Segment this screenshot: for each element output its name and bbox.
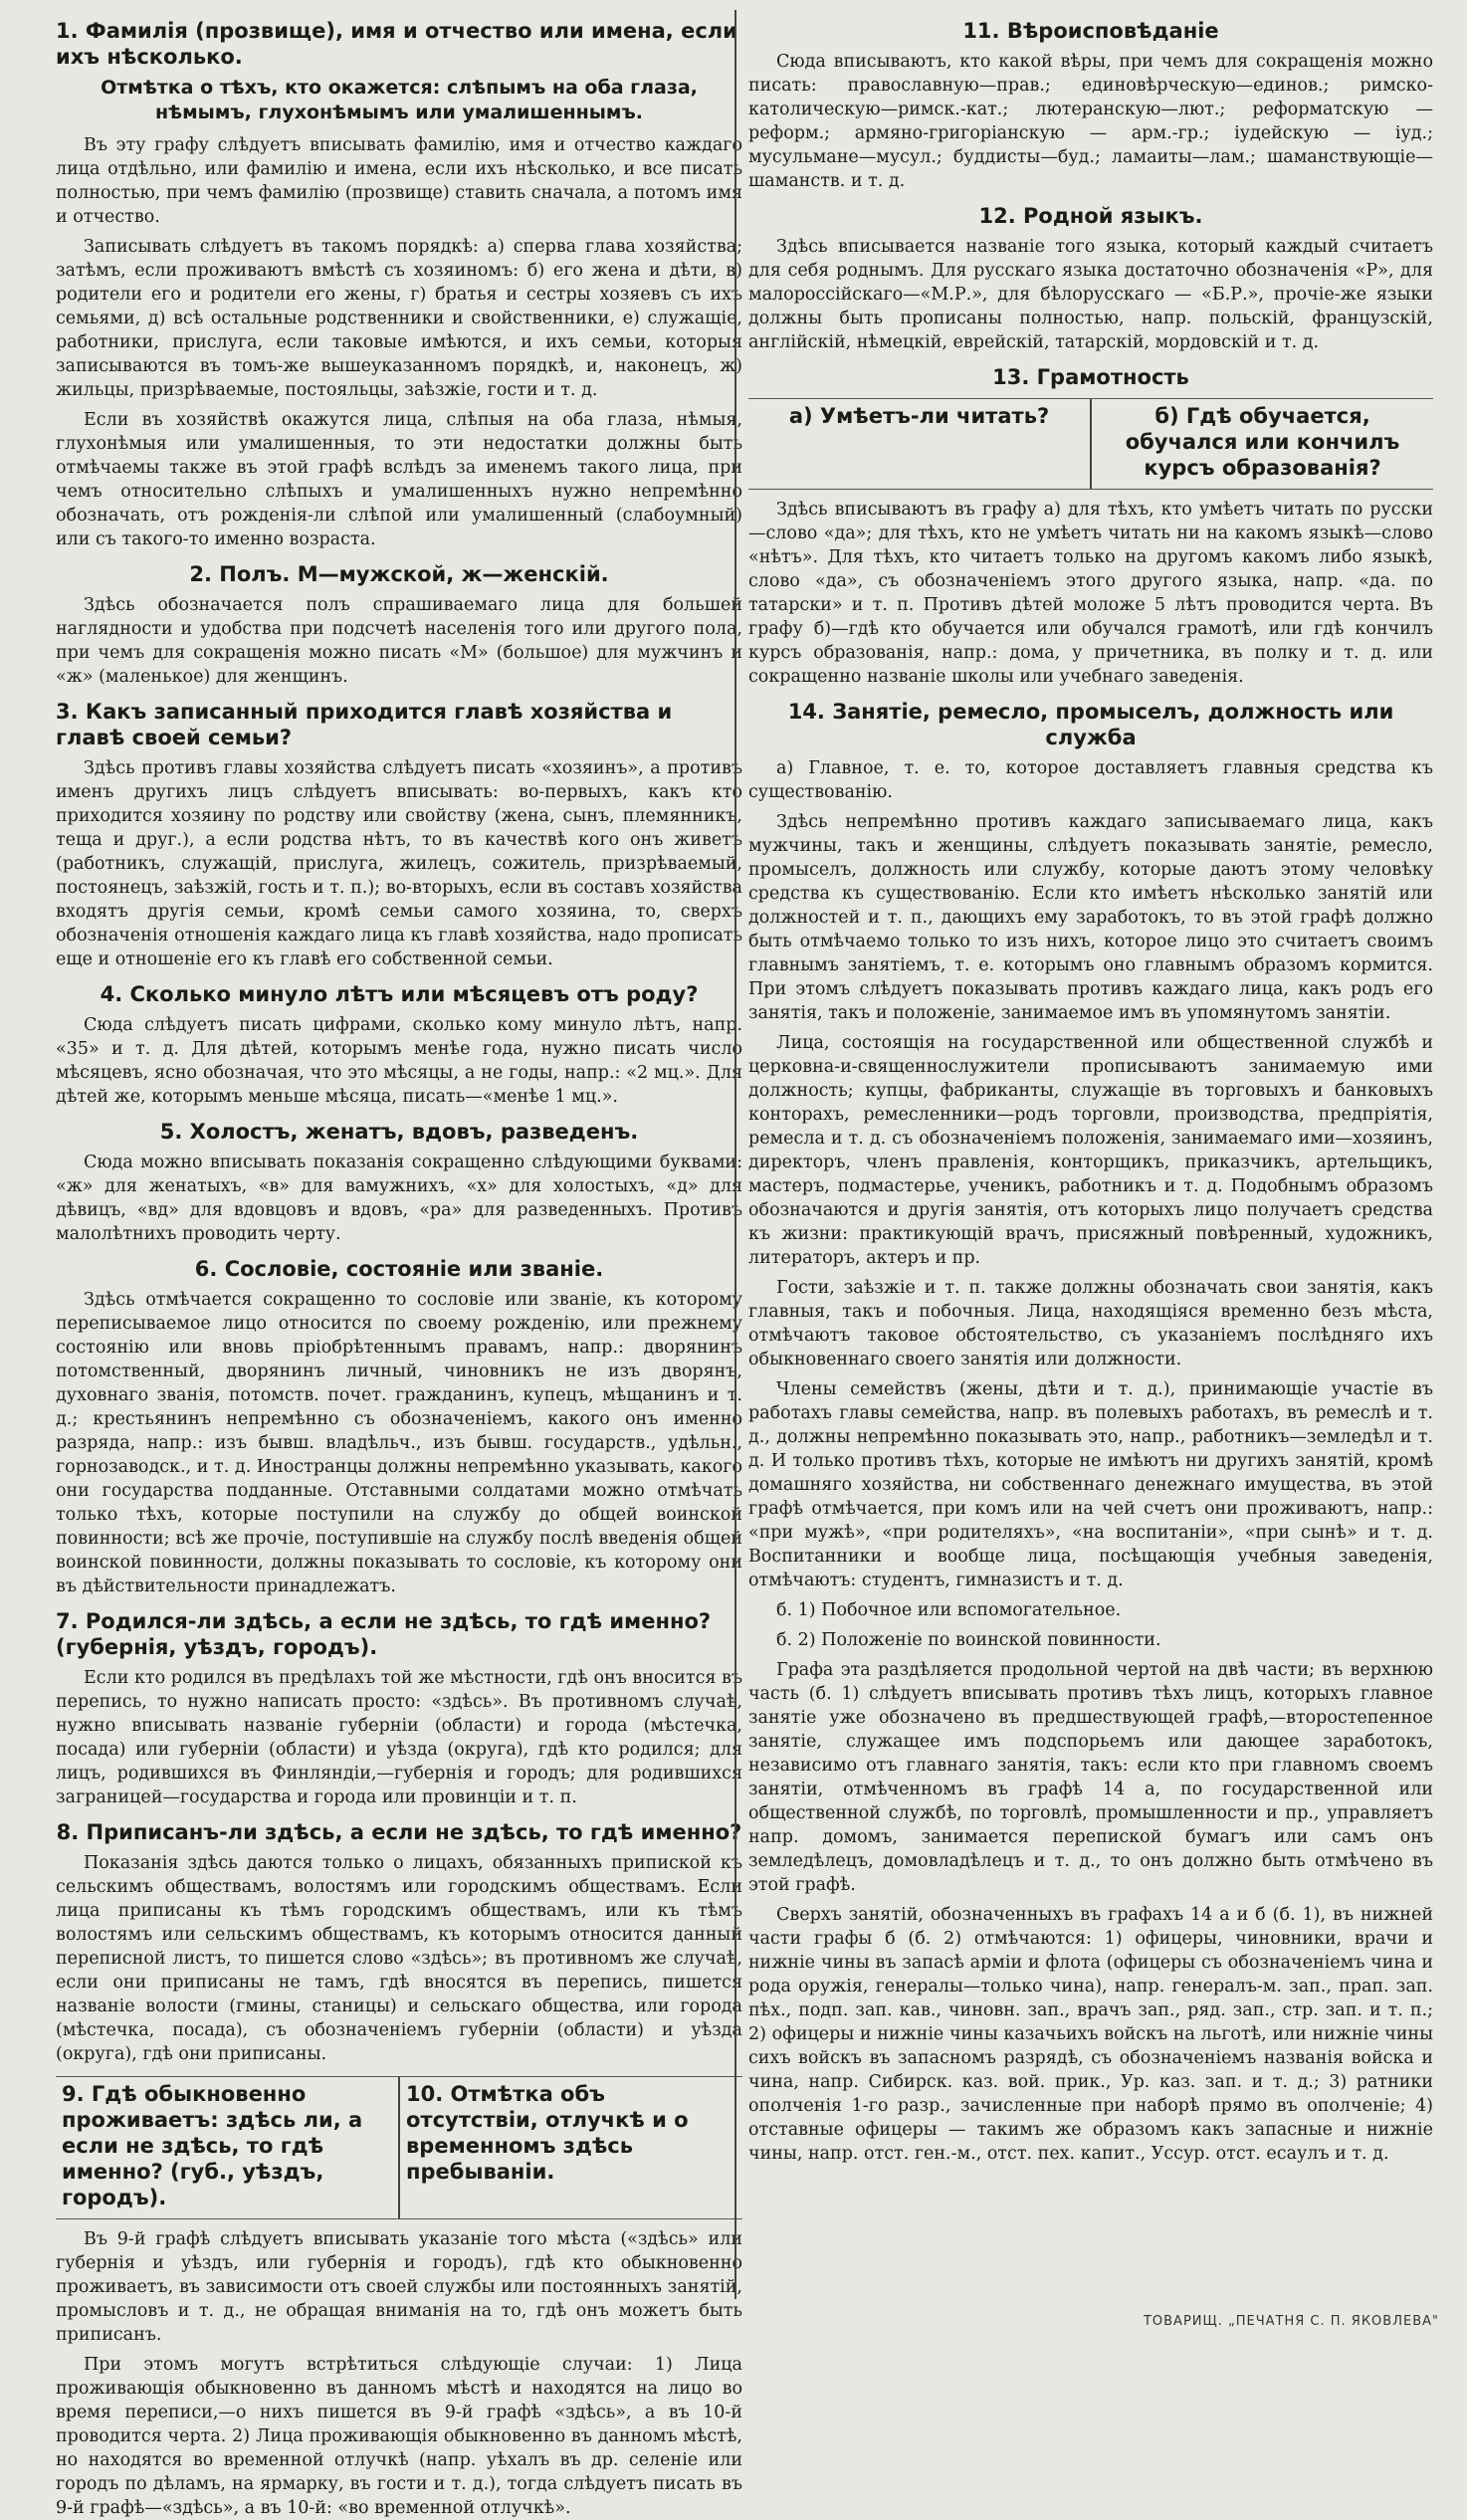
- section-9-paragraph-1: Въ 9-й графѣ слѣдуетъ вписывать указаніе того мѣста («здѣсь» или губернія и уѣздъ, или губернія и городъ), гдѣ кто обыкновенно проживаетъ, въ зависимости отъ своей службы или постоянныхъ занятій, промысловъ и т. д., не обращая вниманія на то, гдѣ онъ можетъ быть приписанъ.: [56, 2229, 742, 2345]
- section-14-item-c: б. 2) Положеніе по воинской повинности.: [776, 1630, 1161, 1650]
- section-14-heading: 14. Занятіе, ремесло, промыселъ, должность или служба: [787, 700, 1394, 749]
- section-14-paragraph-2: Лица, состоящія на государственной или общественной службѣ и церковна-и-священнослужители прописываютъ занимаемую ими должность; купцы, фабриканты, служащіе въ торговыхъ и банковыхъ конторахъ, ремесленники—родъ торговли, производства, предпріятія, ремесла и т. д. съ обозначеніемъ положенія, занимаемаго ими—хозяинъ, директоръ, членъ правленія, конторщикъ, приказчикъ, артельщикъ, мастеръ, подмастерье, ученикъ, работникъ и т. д. Подобнымъ образомъ обозначаются и другія занятія, отъ которыхъ лицо получаетъ средства къ жизни: практикующій врачъ, присяжный повѣренный, художникъ, литераторъ, актеръ и пр.: [748, 1033, 1433, 1268]
- section-11-paragraph-1: Сюда вписываютъ, кто какой вѣры, при чемъ для сокращенія можно писать: православную—прав.; единовѣрческую—единов.; римско-католическую—римск.-кат.; лютеранскую—лют.; реформатскую — реформ.; армяно-григоріанскую — арм.-гр.; іудейскую — іуд.; мусульмане—мусул.; буддисты—буд.; ламаиты—лам.; шаманствующіе—шаманств. и т. д.: [748, 52, 1433, 191]
- section-13-col-b: [1090, 399, 1433, 489]
- section-10-heading: 10. Отмѣтка объ отсутствіи, отлучкѣ и о временномъ здѣсь пребываніи.: [406, 2082, 689, 2184]
- section-6-paragraph-1: Здѣсь отмѣчается сокращенно то сословіе или званіе, къ которому переписываемое лицо относится по своему рожденію, или прежнему состоянію или вновь пріобрѣтеннымъ правамъ, напр.: дворянинъ потомственный, дворянинъ личный, чиновникъ не изъ дворянъ, духовнаго званія, потомств. почет. гражданинъ, купецъ, мѣщанинъ и т. д.; крестьянинъ непремѣнно съ обозначеніемъ, какого онъ именно разряда, напр.: изъ бывш. владѣльч., изъ бывш. государств., удѣльн., горнозаводск., и т. д. Иностранцы должны непремѣнно указывать, какого они государства подданные. Отставными солдатами можно отмѣчать только тѣхъ, которые поступили на службу до общей воинской повинности; всѣ же прочіе, поступившіе на службу послѣ введенія общей воинской повинности, должны показывать то сословіе, къ которому они въ дѣйствительности принадлежатъ.: [56, 1290, 742, 1596]
- section-9-10: [56, 2076, 742, 2520]
- section-5-heading: 5. Холостъ, женатъ, вдовъ, разведенъ.: [159, 1120, 639, 1144]
- section-14-paragraph-6: Сверхъ занятій, обозначенныхъ въ графахъ 14 а и б (б. 1), въ нижней части графы б (б. 2) отмѣчаются: 1) офицеры, чиновники, врачи и нижніе чины въ запасѣ арміи и флота (офицеры съ обозначеніемъ чина и рода оружія, генералы—только чина), напр. генералъ-м. зап., прап. зап. пѣх., подп. зап. кав., чиновн. зап., врачъ зап., ряд. зап., стр. зап. и т. п.; 2) офицеры и нижніе чины казачьихъ войскъ на льготѣ, или нижніе чины сихъ войскъ въ запасномъ разрядѣ, съ обозначеніемъ названія войска и чина, напр. Сибирск. каз. вой. прик., Ур. каз. зап. и т. д.; 3) ратники ополченія 1-го разр., зачисленные при наборѣ прямо въ ополченіе; 4) отставные офицеры — такимъ же образомъ какъ запасные и нижніе чины, напр. отст. ген.-м., отст. пех. капит., Уссур. отст. есаулъ и т. д.: [748, 1905, 1433, 2164]
- section-2-heading: 2. Полъ. М—мужской, ж—женскій.: [189, 562, 609, 586]
- section-14: [748, 699, 1433, 2166]
- column-divider: [734, 10, 736, 2299]
- section-7: [56, 1608, 742, 1809]
- section-14-paragraph-1: Здѣсь непремѣнно противъ каждаго записываемаго лица, какъ мужчины, такъ и женщины, слѣдуетъ показывать занятіе, ремесло, промыселъ, должность или службу, которые даютъ этому человѣку средства къ существованію. Если кто имѣетъ нѣсколько занятій или должностей и т. п., дающихъ ему заработокъ, то въ этой графѣ должно быть отмѣчаемо только то изъ нихъ, которое лицо это считаетъ своимъ главнымъ занятіемъ, т. е. которымъ оно главнымъ образомъ кормится. При этомъ слѣдуетъ показывать противъ каждаго лица, какъ родъ его занятія, такъ и положеніе, занимаемое имъ въ упомянутомъ занятіи.: [748, 812, 1433, 1023]
- section-14-paragraph-5: Графа эта раздѣляется продольной чертой на двѣ части; въ верхнюю часть (б. 1) слѣдуетъ вписывать противъ тѣхъ лицъ, которыхъ главное занятіе уже обозначено въ предшествующей графѣ,—второстепенное занятіе, служащее имъ подспорьемъ или дающее заработокъ, независимо отъ главнаго занятія, такъ: если кто при главномъ своемъ занятіи, отмѣченномъ въ графѣ 14 а, по государственной или общественной службѣ, по торговлѣ, промышленности и пр., управляетъ напр. домомъ, занимается перепиской бумагъ или самъ онъ земледѣлецъ, домовладѣлецъ и т. д., то онъ должно быть отмѣчено въ этой графѣ.: [748, 1660, 1433, 1895]
- section-13-col-a: [748, 399, 1090, 489]
- section-5: [56, 1119, 742, 1246]
- section-1-paragraph-1: Въ эту графу слѣдуетъ вписывать фамилію, имя и отчество каждаго лица отдѣльно, или фамилію и имена, если ихъ нѣсколько, и все писать полностью, при чемъ фамилію (прозвище) ставить сначала, а потомъ имя и отчество.: [56, 135, 742, 227]
- section-3-heading: 3. Какъ записанный приходится главѣ хозяйства и главѣ своей семьи?: [56, 700, 673, 749]
- section-4-heading: 4. Сколько минуло лѣтъ или мѣсяцевъ отъ роду?: [100, 982, 699, 1006]
- section-12-heading: 12. Родной языкъ.: [978, 204, 1203, 228]
- section-11: [748, 18, 1433, 193]
- right-column: [748, 14, 1433, 2299]
- section-13-paragraph-1: Здѣсь вписываютъ въ графу а) для тѣхъ, кто умѣетъ читать по русски—слово «да»; для тѣхъ, кто не умѣетъ читать ни на какомъ языкѣ—слово «нѣтъ». Для тѣхъ, кто читаетъ только на другомъ какомъ либо языкѣ, слово «да», съ обозначеніемъ этого другого языка, напр. «да. по татарски» и т. п. Противъ дѣтей моложе 5 лѣтъ проводится черта. Въ графу б)—гдѣ кто обучается или обучался грамотѣ, или гдѣ кончилъ курсъ образованія, напр.: дома, у причетника, въ полку и т. д. или сокращенно названіе школы или учебнаго заведенія.: [748, 500, 1433, 687]
- section-14-paragraph-3: Гости, заѣзжіе и т. п. также должны обозначать свои занятія, какъ главныя, такъ и побочныя. Лица, находящіяся временно безъ мѣста, отмѣчаютъ таковое обстоятельство, съ указаніемъ послѣдняго ихъ обыкновеннаго своего занятія или должности.: [748, 1278, 1433, 1369]
- section-13-col-a-label: а) Умѣетъ-ли читать?: [788, 404, 1050, 428]
- section-12-paragraph-1: Здѣсь вписывается названіе того языка, который каждый считаетъ для себя роднымъ. Для русскаго языка достаточно обозначенія «Р», для малороссійскаго—«М.Р.», для бѣлорусскаго — «Б.Р.», прочіе-же языки должны быть прописаны полностью, напр. польскій, французскій, англійскій, нѣмецкій, еврейскій, татарскій, мордовскій и т. д.: [748, 237, 1433, 352]
- left-column: [56, 14, 742, 2518]
- section-7-heading: 7. Родился-ли здѣсь, а если не здѣсь, то гдѣ именно? (губернія, уѣздъ, городъ).: [56, 1609, 712, 1659]
- section-13-split: [748, 398, 1433, 490]
- section-6-heading: 6. Сословіе, состояніе или званіе.: [194, 1257, 604, 1281]
- section-8: [56, 1819, 742, 2066]
- section-4: [56, 981, 742, 1109]
- section-1: [56, 18, 742, 551]
- section-1-subheading: Отмѣтка о тѣхъ, кто окажется: слѣпымъ на оба глаза, нѣмымъ, глухонѣмымъ или умалишеннымъ.: [101, 77, 698, 123]
- section-1-heading: 1. Фамилія (прозвище), имя и отчество или имена, если ихъ нѣсколько.: [56, 19, 737, 69]
- section-3-paragraph-1: Здѣсь противъ главы хозяйства слѣдуетъ писать «хозяинъ», а противъ именъ другихъ лицъ слѣдуетъ вписывать: во-первыхъ, какъ кто приходится хозяину по родству или свойству (жена, сынъ, племянникъ, теща и друг.), а если родства нѣтъ, то въ качествѣ кого онъ живетъ (работникъ, служащій, прислуга, жилецъ, сожитель, призрѣваемый, постоянецъ, заѣзжій, гость и т. п.); во-вторыхъ, если въ составъ хозяйства входятъ другія семьи, кромѣ семьи самого хозяина, то, сверхъ обозначенія отношенія каждаго лица къ главѣ хозяйства, надо прописать еще и отношеніе его къ главѣ его собственной семьи.: [56, 758, 742, 969]
- section-9-paragraph-2: При этомъ могутъ встрѣтиться слѣдующіе случаи: 1) Лица проживающія обыкновенно въ данномъ мѣстѣ и находятся на лицо во время переписи,—о нихъ пишется въ 9-й графѣ «здѣсь», а въ 10-й проводится черта. 2) Лица проживающія обыкновенно въ данномъ мѣстѣ, но находятся во временной отлучкѣ (напр. уѣхалъ въ др. селеніе или городъ по дѣламъ, на ярмарку, въ гости и т. д.), тогда слѣдуетъ писать въ 9-й графѣ—«здѣсь», а въ 10-й: «во временной отлучкѣ».: [56, 2355, 742, 2518]
- section-13-col-b-label: б) Гдѣ обучается, обучался или кончилъ курсъ образованія?: [1125, 404, 1400, 480]
- section-14-item-b: б. 1) Побочное или вспомогательное.: [776, 1600, 1122, 1620]
- section-2: [56, 561, 742, 689]
- section-1-paragraph-2: Записывать слѣдуетъ въ такомъ порядкѣ: а) сперва глава хозяйства; затѣмъ, если проживаютъ вмѣстѣ съ хозяиномъ: б) его жена и дѣти, в) родители его и родители его жены, г) братья и сестры хозяевъ съ ихъ семьями, д) всѣ остальные родственники и свойственники, е) служащіе, работники, прислуга, если таковые имѣются, и ихъ семьи, которыя записываются въ томъ-же вышеуказанномъ порядкѣ, и, наконецъ, ж) жильцы, призрѣваемые, постояльцы, заѣзжіе, гости и т. д.: [56, 237, 742, 400]
- section-1-paragraph-3: Если въ хозяйствѣ окажутся лица, слѣпыя на оба глаза, нѣмыя, глухонѣмыя или умалишенныя, то эти недостатки должны быть отмѣчаемы также въ этой графѣ вслѣдъ за именемъ такого лица, при чемъ относительно слѣпыхъ и умалишенныхъ нужно непремѣнно обозначать, отъ рожденія-ли слѣпой или умалишенный (слабоумный) или съ такого-то именно возраста.: [56, 410, 742, 549]
- section-2-paragraph-1: Здѣсь обозначается полъ спрашиваемаго лица для большей наглядности и удобства при подсчетѣ населенія того или другого пола, при чемъ для сокращенія можно писать «М» (большое) для мужчинъ и «ж» (маленькое) для женщинъ.: [56, 595, 742, 687]
- section-9-heading: 9. Гдѣ обыкновенно проживаетъ: здѣсь ли, а если не здѣсь, то гдѣ именно? (губ., уѣздъ, городъ).: [62, 2082, 363, 2209]
- section-6: [56, 1256, 742, 1598]
- section-14-item-a: а) Главное, т. е. то, которое доставляетъ главныя средства къ существованію.: [748, 758, 1433, 802]
- section-12: [748, 203, 1433, 354]
- section-13-heading: 13. Грамотность: [992, 365, 1189, 389]
- printer-imprint: ТОВАРИЩ. „ПЕЧАТНЯ С. П. ЯКОВЛЕВА": [1143, 2314, 1439, 2329]
- section-11-heading: 11. Вѣроисповѣданіе: [962, 19, 1219, 43]
- section-9-box: [56, 2077, 398, 2218]
- section-7-paragraph-1: Если кто родился въ предѣлахъ той же мѣстности, гдѣ онъ вносится въ перепись, то нужно написать просто: «здѣсь». Въ противномъ случаѣ, нужно вписывать названіе губерніи (области) и города (мѣстечка, посада) или губерніи (области) и уѣзда (округа), гдѣ кто родился; для лицъ, родившихся въ Финляндіи,—губернія и городъ; для родившихся заграницей—государства и города или провинціи и т. п.: [56, 1668, 742, 1807]
- section-13: [748, 364, 1433, 689]
- section-9-10-split: [56, 2076, 742, 2219]
- section-8-paragraph-1: Показанія здѣсь даются только о лицахъ, обязанныхъ припиской къ сельскимъ обществамъ, волостямъ или городскимъ обществамъ. Если лица приписаны къ тѣмъ городскимъ обществамъ, или къ тѣмъ волостямъ или сельскимъ обществамъ, къ которымъ относится данный переписной листъ, то пишется слово «здѣсь»; въ противномъ же случаѣ, если они приписаны не тамъ, гдѣ вносятся въ перепись, пишется названіе волости (гмины, станицы) и сельскаго общества, или города (мѣстечка, посада), съ обозначеніемъ губерніи (области) и уѣзда (округа), гдѣ они приписаны.: [56, 1853, 742, 2064]
- section-8-heading: 8. Приписанъ-ли здѣсь, а если не здѣсь, то гдѣ именно?: [56, 1820, 742, 1844]
- section-10-box: [398, 2077, 742, 2218]
- section-14-paragraph-4: Члены семействъ (жены, дѣти и т. д.), принимающіе участіе въ работахъ главы семейства, напр. въ полевыхъ работахъ, въ ремеслѣ и т. д., должны непремѣнно показывать это, напр., работникъ—земледѣл и т. д. И только противъ тѣхъ, которые не имѣютъ ни другихъ занятій, кромѣ домашняго хозяйства, ни собственнаго денежнаго имущества, въ этой графѣ отмѣчается, при комъ или на чей счетъ они проживаютъ, напр.: «при мужѣ», «при родителяхъ», «на воспитаніи», «при сынѣ» и т. д. Воспитанники и вообще лица, посѣщающія учебныя заведенія, отмѣчаютъ: студентъ, гимназистъ и т. д.: [748, 1379, 1433, 1590]
- section-5-paragraph-1: Сюда можно вписывать показанія сокращенно слѣдующими буквами: «ж» для женатыхъ, «в» для вамужнихъ, «х» для холостыхъ, «д» для дѣвицъ, «вд» для вдовцовъ и вдовъ, «ра» для разведенныхъ. Противъ малолѣтнихъ проводить черту.: [56, 1153, 742, 1244]
- section-4-paragraph-1: Сюда слѣдуетъ писать цифрами, сколько кому минуло лѣтъ, напр. «35» и т. д. Для дѣтей, которымъ менѣе года, нужно писать число мѣсяцевъ, ясно обозначая, что это мѣсяцы, а не годы, напр.: «2 мц.». Для дѣтей же, которымъ меньше мѣсяца, писать—«менѣе 1 мц.».: [56, 1015, 742, 1107]
- section-3: [56, 699, 742, 971]
